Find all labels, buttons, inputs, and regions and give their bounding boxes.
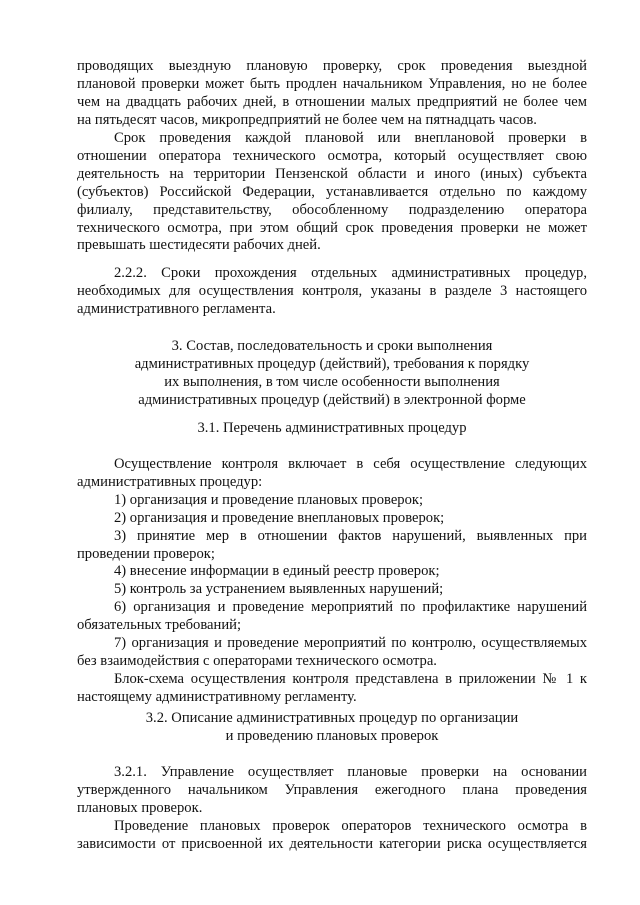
list-item: 2) организация и проведение внеплановых проверок; [114, 509, 445, 526]
continuation-paragraph: проводящих выездную плановую проверку, срок проведения выездной плановой проверки может быть продлен начальником Управления, но не более чем на двадцать рабочих дней, в отношении малых предприятий не более чем на пятьдесят часов, микропредприятий не более чем на пятнадцать часов. [77, 58, 587, 128]
section-3-heading: 3. Состав, последовательность и сроки выполнения административных процедур (действий), требования к порядку их выполнения, в том числе особенности выполнения административных процедур (действий) в электронной форме [134, 338, 530, 408]
paragraph-3-2-1: 3.2.1. Управление осуществляет плановые проверки на основании утвержденного начальником Управления ежегодного плана проведения плановых проверок. Проведение плановых проверок операторов технического осмотра в зависимости от присвоенной их деятельности категории риска осуществляется [77, 764, 587, 852]
list-item: 4) внесение информации в единый реестр проверок; [114, 563, 440, 580]
list-item: 3) принятие мер в отношении фактов нарушений, выявленных при [114, 527, 587, 544]
subsection-3-1-heading: 3.1. Перечень административных процедур [197, 420, 467, 436]
list-item: 7) организация и проведение мероприятий по контролю, осуществляемых [114, 635, 587, 652]
list-item: 6) организация и проведение мероприятий по профилактике нарушений [114, 599, 587, 616]
subsection-3-2-heading: 3.2. Описание административных процедур по организации и проведению плановых проверок [145, 710, 519, 744]
list-item: 5) контроль за устранением выявленных нарушений; [114, 581, 444, 598]
list-item: 1) организация и проведение плановых проверок; [114, 491, 424, 508]
procedures-list-block: Осуществление контроля включает в себя осуществление следующих административных процедур: 1) организация и проведение плановых проверок; 2) организация и проведение внеплановых проверок; 3) принятие мер в отношении фактов нарушений, выявленных при проведении проверок; 4) внесение информации в единый реестр проверок; 5) контроль за устранением выявленных нарушений; 6) организация и проведение мероприятий по профилактике нарушений обязательных требований; 7) организация и проведение мероприятий по контролю, осуществляемых без взаимодействия с операторами технического осмотра. Блок-схема осуществления контроля представлена в приложении № 1 к настоящему административному регламенту. [77, 456, 587, 705]
flowchart-note: Блок-схема осуществления контроля представлена в приложении № 1 к [114, 670, 587, 687]
paragraph-2-2-2: 2.2.2. Сроки прохождения отдельных административных процедур, необходимых для осуществления контроля, указаны в разделе 3 настоящего административного регламента. [77, 265, 587, 317]
branch-inspection-paragraph: Срок проведения каждой плановой или внеплановой проверки в отношении оператора технического осмотра, который осуществляет свою деятельность на территории Пензенской области и иного (иных) субъекта (субъектов) Российской Федерации, устанавливается отдельно по каждому филиалу, представительству, обособленному подразделению оператора технического осмотра, при этом общий срок проведения проверки не может превышать шестидесяти рабочих дней. [77, 130, 587, 254]
